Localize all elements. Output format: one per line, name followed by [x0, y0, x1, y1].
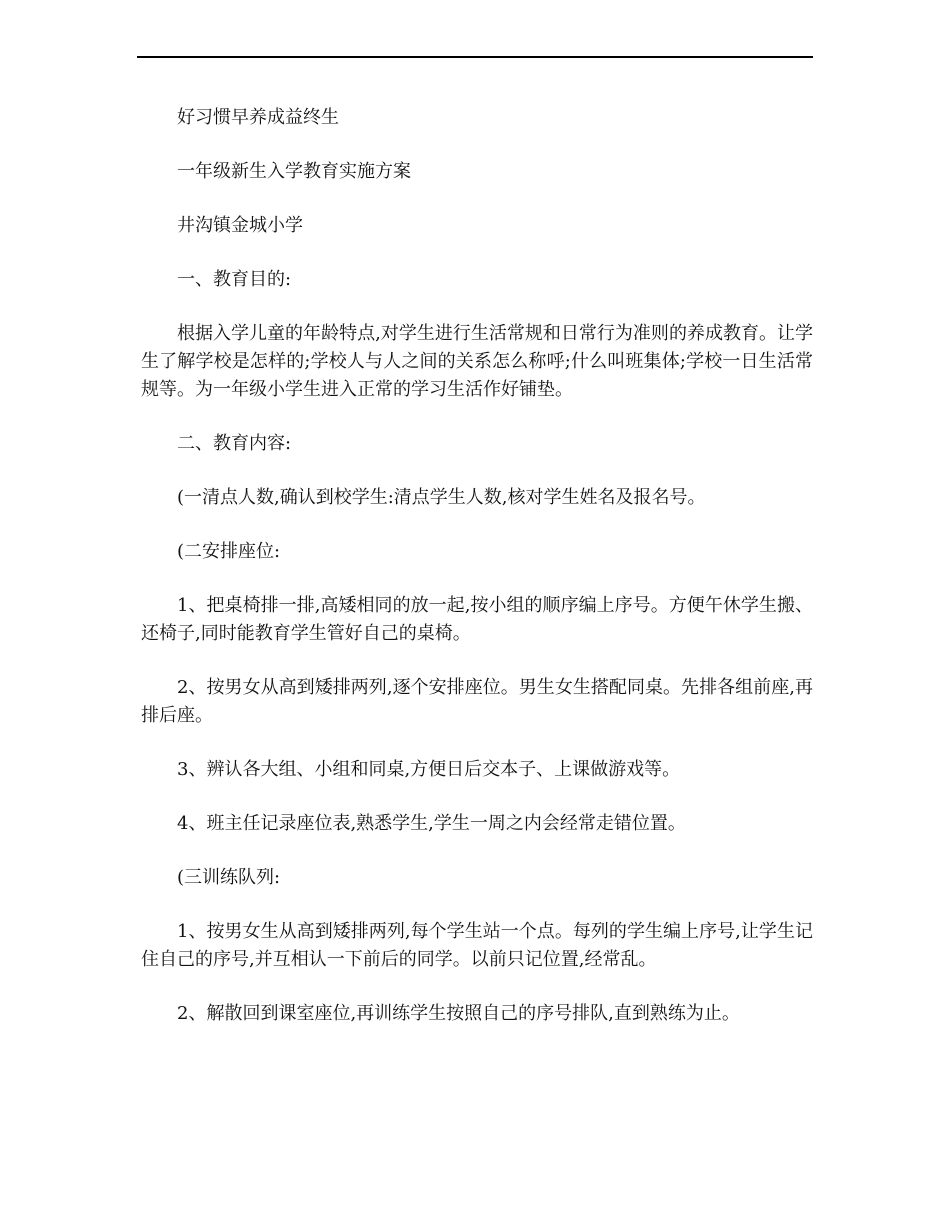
subsection-queue-heading: (三训练队列: [177, 867, 281, 888]
doc-title: 好习惯早养成益终生 [177, 107, 339, 128]
seating-item-1: 1、把桌椅排一排,高矮相同的放一起,按小组的顺序编上序号。方便午休学生搬、还椅子,同时能教育学生管好自己的桌椅。 [141, 595, 813, 644]
section-heading-goal: 一、教育目的: [177, 269, 292, 290]
subsection-seating-heading: (二安排座位: [177, 541, 281, 562]
seating-item-4: 4、班主任记录座位表,熟悉学生,学生一周之内会经常走错位置。 [177, 813, 686, 834]
subsection-headcount: (一清点人数,确认到校学生:清点学生人数,核对学生姓名及报名号。 [177, 487, 706, 508]
school-name: 井沟镇金城小学 [177, 215, 303, 236]
section-heading-content: 二、教育内容: [177, 433, 292, 454]
doc-subtitle: 一年级新生入学教育实施方案 [177, 161, 411, 182]
header-rule [137, 56, 813, 58]
queue-item-1: 1、按男女生从高到矮排两列,每个学生站一个点。每列的学生编上序号,让学生记住自己的序号,并互相认一下前后的同学。以前只记位置,经常乱。 [141, 921, 813, 970]
seating-item-2: 2、按男女从高到矮排两列,逐个安排座位。男生女生搭配同桌。先排各组前座,再排后座。 [141, 677, 813, 726]
queue-item-2: 2、解散回到课室座位,再训练学生按照自己的序号排队,直到熟练为止。 [177, 1003, 740, 1024]
seating-item-3: 3、辨认各大组、小组和同桌,方便日后交本子、上课做游戏等。 [177, 759, 681, 780]
goal-paragraph: 根据入学儿童的年龄特点,对学生进行生活常规和日常行为准则的养成教育。让学生了解学校是怎样的;学校人与人之间的关系怎么称呼;什么叫班集体;学校一日生活常规等。为一年级小学生进入正常的学习生活作好铺垫。 [141, 323, 813, 400]
document-body [141, 104, 813, 1054]
